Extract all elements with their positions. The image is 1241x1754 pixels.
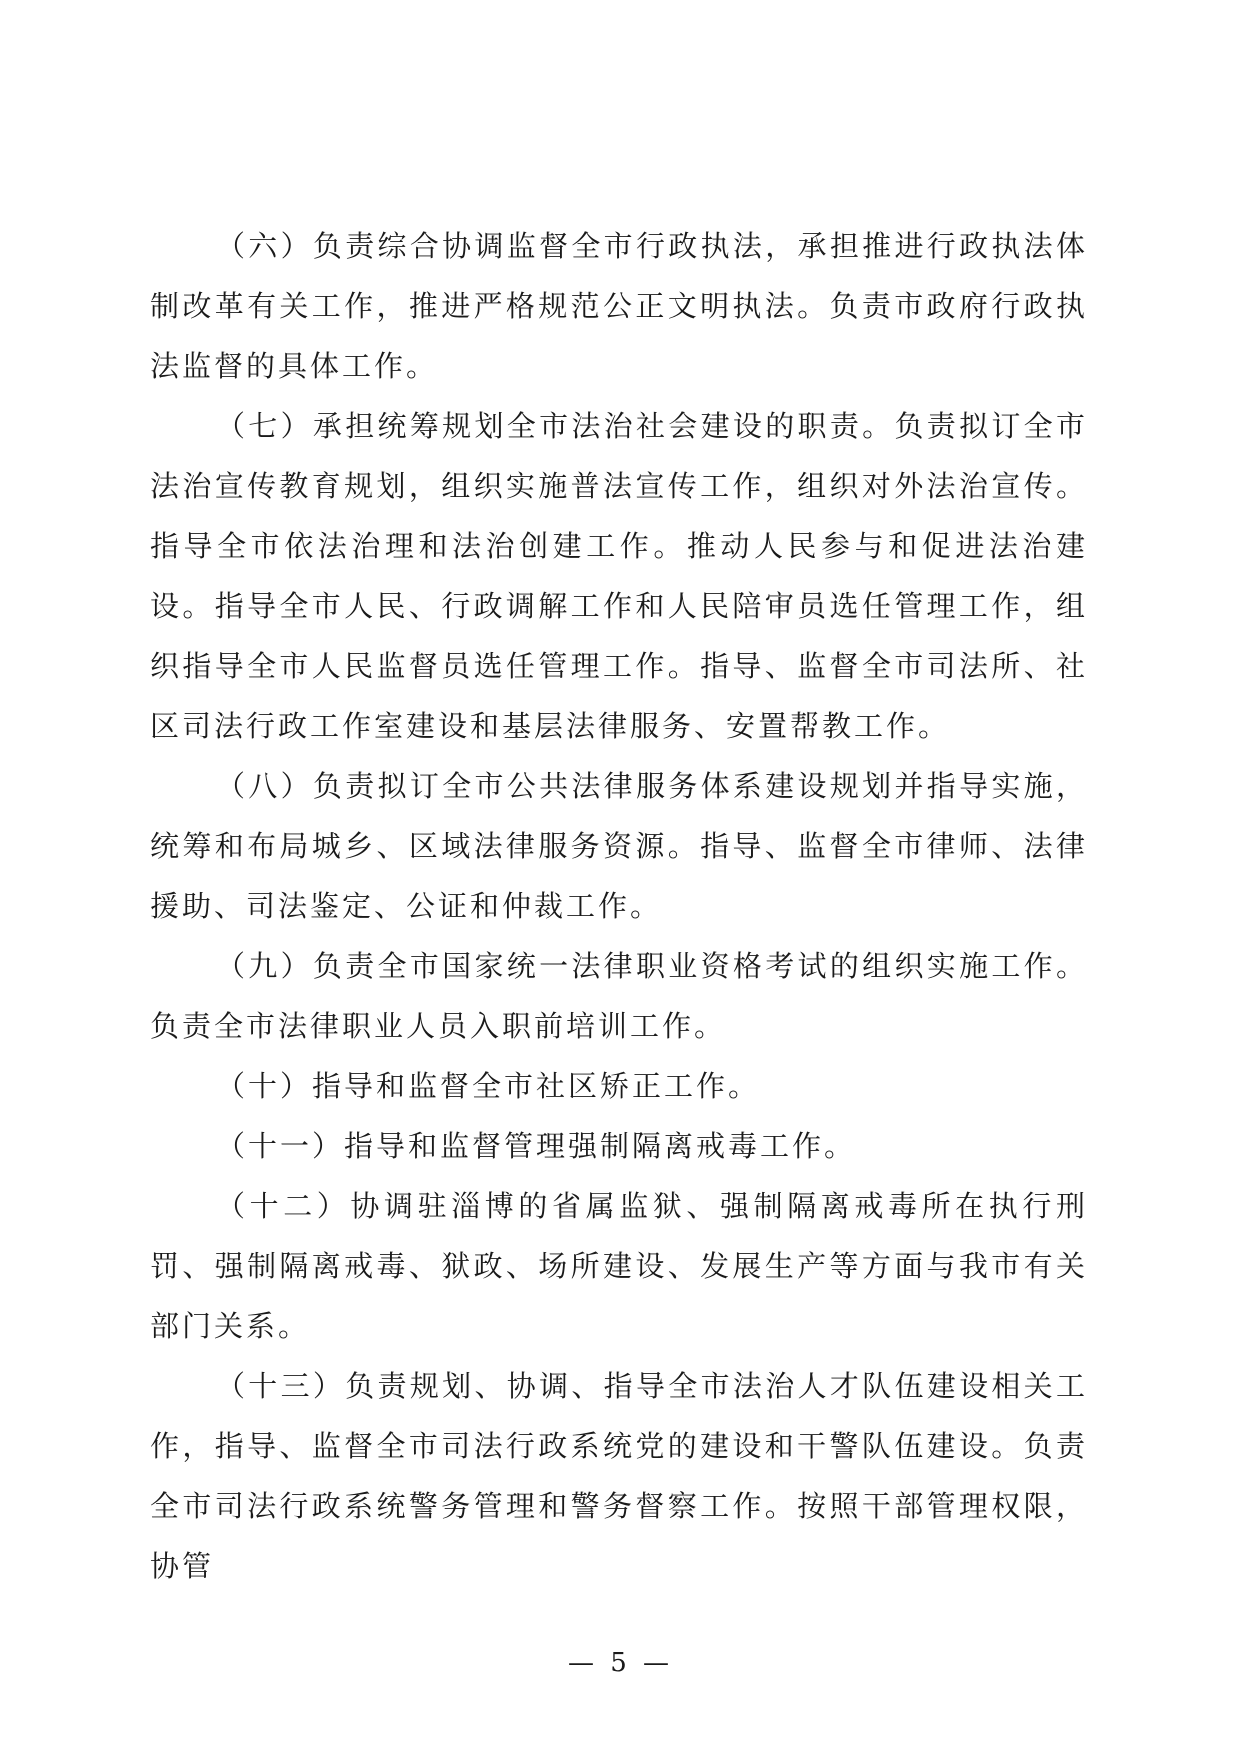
paragraph-10: （十）指导和监督全市社区矫正工作。 xyxy=(216,1069,761,1103)
paragraph-9: （九）负责全市国家统一法律职业资格考试的组织实施工作。负责全市法律职业人员入职前培训工作。 xyxy=(150,949,1088,1043)
paragraph-13: （十三）负责规划、协调、指导全市法治人才队伍建设相关工作，指导、监督全市司法行政系统党的建设和干警队伍建设。负责全市司法行政系统警务管理和警务督察工作。按照干部管理权限，协管 xyxy=(150,1369,1088,1583)
paragraph-11: （十一）指导和监督管理强制隔离戒毒工作。 xyxy=(216,1129,857,1163)
paragraph-8: （八）负责拟订全市公共法律服务体系建设规划并指导实施，统筹和布局城乡、区域法律服务资源。指导、监督全市律师、法律援助、司法鉴定、公证和仲裁工作。 xyxy=(150,769,1088,923)
paragraph-7: （七）承担统筹规划全市法治社会建设的职责。负责拟订全市法治宣传教育规划，组织实施普法宣传工作，组织对外法治宣传。指导全市依法治理和法治创建工作。推动人民参与和促进法治建设。指导全市人民、行政调解工作和人民陪审员选任管理工作，组织指导全市人民监督员选任管理工作。指导、监督全市司法所、社区司法行政工作室建设和基层法律服务、安置帮教工作。 xyxy=(150,409,1088,743)
page-body xyxy=(150,216,1088,1596)
paragraph-6: （六）负责综合协调监督全市行政执法，承担推进行政执法体制改革有关工作，推进严格规范公正文明执法。负责市政府行政执法监督的具体工作。 xyxy=(150,229,1088,383)
page-number: — 5 — xyxy=(567,1648,674,1678)
paragraph-12: （十二）协调驻淄博的省属监狱、强制隔离戒毒所在执行刑罚、强制隔离戒毒、狱政、场所建设、发展生产等方面与我市有关部门关系。 xyxy=(150,1189,1088,1343)
